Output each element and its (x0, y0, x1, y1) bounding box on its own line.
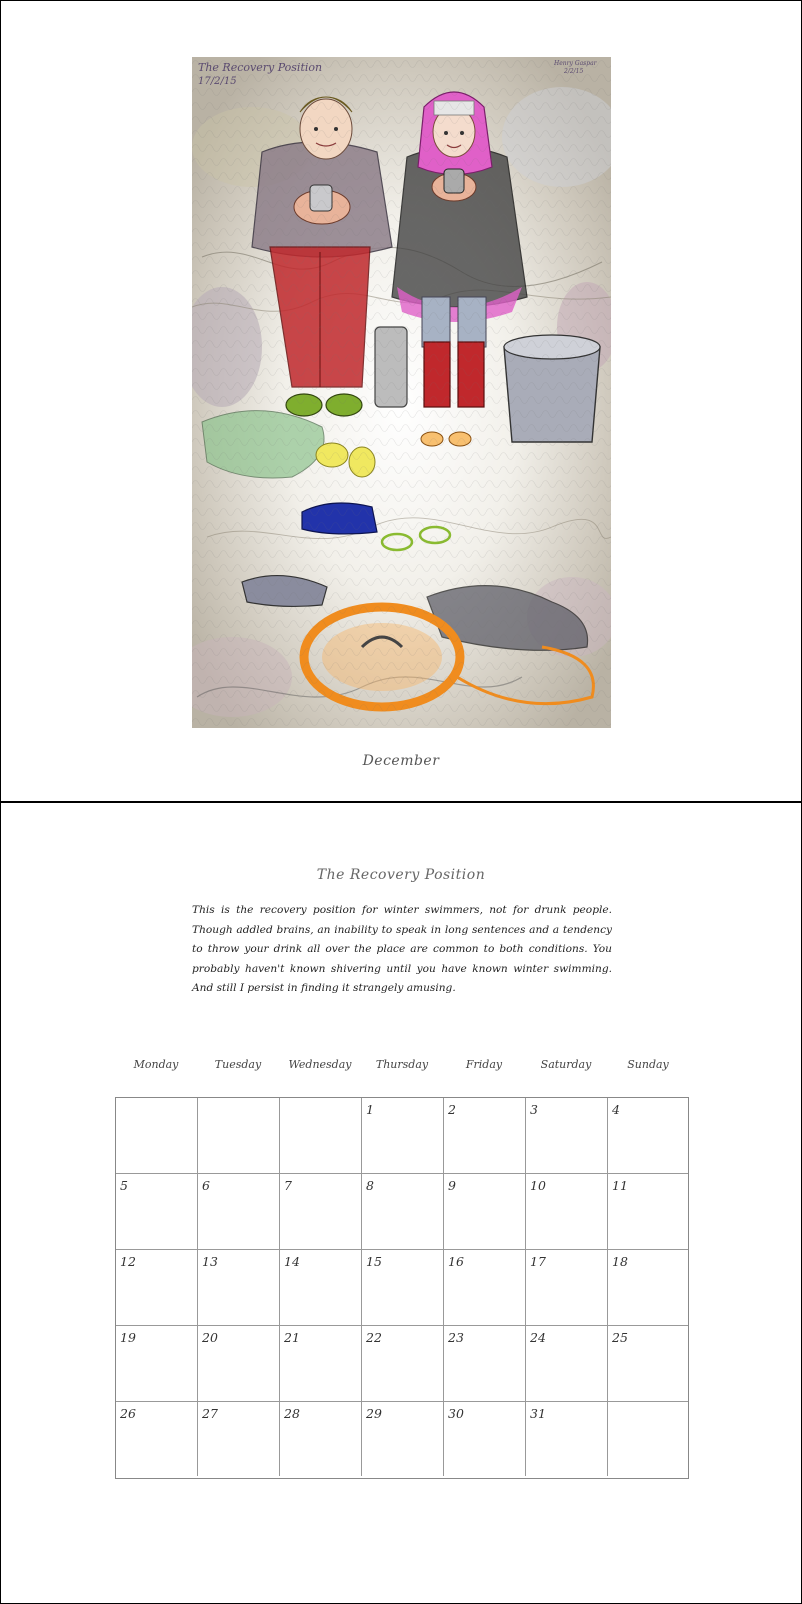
calendar-day-13 (198, 1250, 280, 1326)
day-number: 22 (366, 1330, 382, 1345)
day-number: 31 (530, 1406, 546, 1421)
weekday-sunday: Sunday (627, 1058, 669, 1071)
day-number: 11 (612, 1178, 628, 1193)
calendar-day-4 (608, 1098, 688, 1174)
weekday-tuesday: Tuesday (214, 1058, 262, 1071)
calendar-day-20 (198, 1326, 280, 1402)
calendar-day-30 (444, 1402, 526, 1476)
calendar-empty-cell (280, 1098, 362, 1174)
page-title: The Recovery Position (316, 867, 486, 883)
day-number: 20 (202, 1330, 218, 1345)
calendar-day-8 (362, 1174, 444, 1250)
day-number: 24 (530, 1330, 546, 1345)
calendar-day-26 (116, 1402, 198, 1476)
calendar-day-31 (526, 1402, 608, 1476)
day-number: 10 (530, 1178, 546, 1193)
day-number: 7 (284, 1178, 292, 1193)
day-number: 9 (448, 1178, 456, 1193)
illustration-title-text: The Recovery Position (198, 61, 323, 74)
day-number: 14 (284, 1254, 300, 1269)
calendar-empty-cell (608, 1402, 688, 1476)
calendar-day-16 (444, 1250, 526, 1326)
day-number: 23 (448, 1330, 464, 1345)
day-number: 6 (202, 1178, 210, 1193)
day-number: 15 (366, 1254, 382, 1269)
illustration-date-text: 17/2/15 (198, 76, 237, 87)
day-number: 28 (284, 1406, 300, 1421)
day-number: 13 (202, 1254, 218, 1269)
calendar-grid (115, 1097, 689, 1479)
weekday-wednesday: Wednesday (288, 1058, 352, 1071)
calendar-day-11 (608, 1174, 688, 1250)
calendar-day-14 (280, 1250, 362, 1326)
weekday-header-row (115, 1058, 689, 1074)
day-number: 29 (366, 1406, 382, 1421)
calendar-day-9 (444, 1174, 526, 1250)
calendar-day-25 (608, 1326, 688, 1402)
day-number: 1 (366, 1102, 374, 1117)
calendar-day-5 (116, 1174, 198, 1250)
description-paragraph: This is the recovery position for winter swimmers, not for drunk people. Though addled brains, an inability to speak in long sentences and a tendency to throw your drink all over the place are common to both conditions. You probably haven't known shivering until you have known winter swimming. And still I persist in finding it strangely amusing. (192, 904, 612, 994)
calendar-day-21 (280, 1326, 362, 1402)
day-number: 12 (120, 1254, 136, 1269)
weekday-monday: Monday (133, 1058, 179, 1071)
calendar-day-3 (526, 1098, 608, 1174)
calendar-day-1 (362, 1098, 444, 1174)
calendar-day-19 (116, 1326, 198, 1402)
day-number: 4 (612, 1102, 620, 1117)
calendar-day-28 (280, 1402, 362, 1476)
calendar-day-12 (116, 1250, 198, 1326)
day-number: 3 (530, 1102, 538, 1117)
day-number: 5 (120, 1178, 128, 1193)
day-number: 30 (448, 1406, 464, 1421)
day-number: 8 (366, 1178, 374, 1193)
calendar-empty-cell (198, 1098, 280, 1174)
day-number: 18 (612, 1254, 628, 1269)
day-number: 2 (448, 1102, 456, 1117)
day-number: 21 (284, 1330, 300, 1345)
artist-signature: Henry Gaspar 2/2/15 (554, 60, 597, 75)
calendar-bottom-page (0, 802, 802, 1604)
calendar-day-27 (198, 1402, 280, 1476)
calendar-day-18 (608, 1250, 688, 1326)
calendar-day-10 (526, 1174, 608, 1250)
calendar-empty-cell (116, 1098, 198, 1174)
day-number: 19 (120, 1330, 136, 1345)
calendar-day-22 (362, 1326, 444, 1402)
calendar-day-6 (198, 1174, 280, 1250)
day-number: 25 (612, 1330, 628, 1345)
calendar-day-17 (526, 1250, 608, 1326)
month-caption: December (362, 753, 440, 769)
weekday-thursday: Thursday (375, 1058, 429, 1071)
weekday-saturday: Saturday (540, 1058, 592, 1071)
calendar-day-24 (526, 1326, 608, 1402)
day-number: 17 (530, 1254, 546, 1269)
day-number: 26 (120, 1406, 136, 1421)
day-number: 16 (448, 1254, 464, 1269)
winter-swimmers-illustration (192, 57, 611, 728)
calendar-day-7 (280, 1174, 362, 1250)
calendar-day-2 (444, 1098, 526, 1174)
calendar-day-23 (444, 1326, 526, 1402)
weekday-friday: Friday (465, 1058, 503, 1071)
calendar-day-29 (362, 1402, 444, 1476)
day-number: 27 (202, 1406, 218, 1421)
calendar-day-15 (362, 1250, 444, 1326)
